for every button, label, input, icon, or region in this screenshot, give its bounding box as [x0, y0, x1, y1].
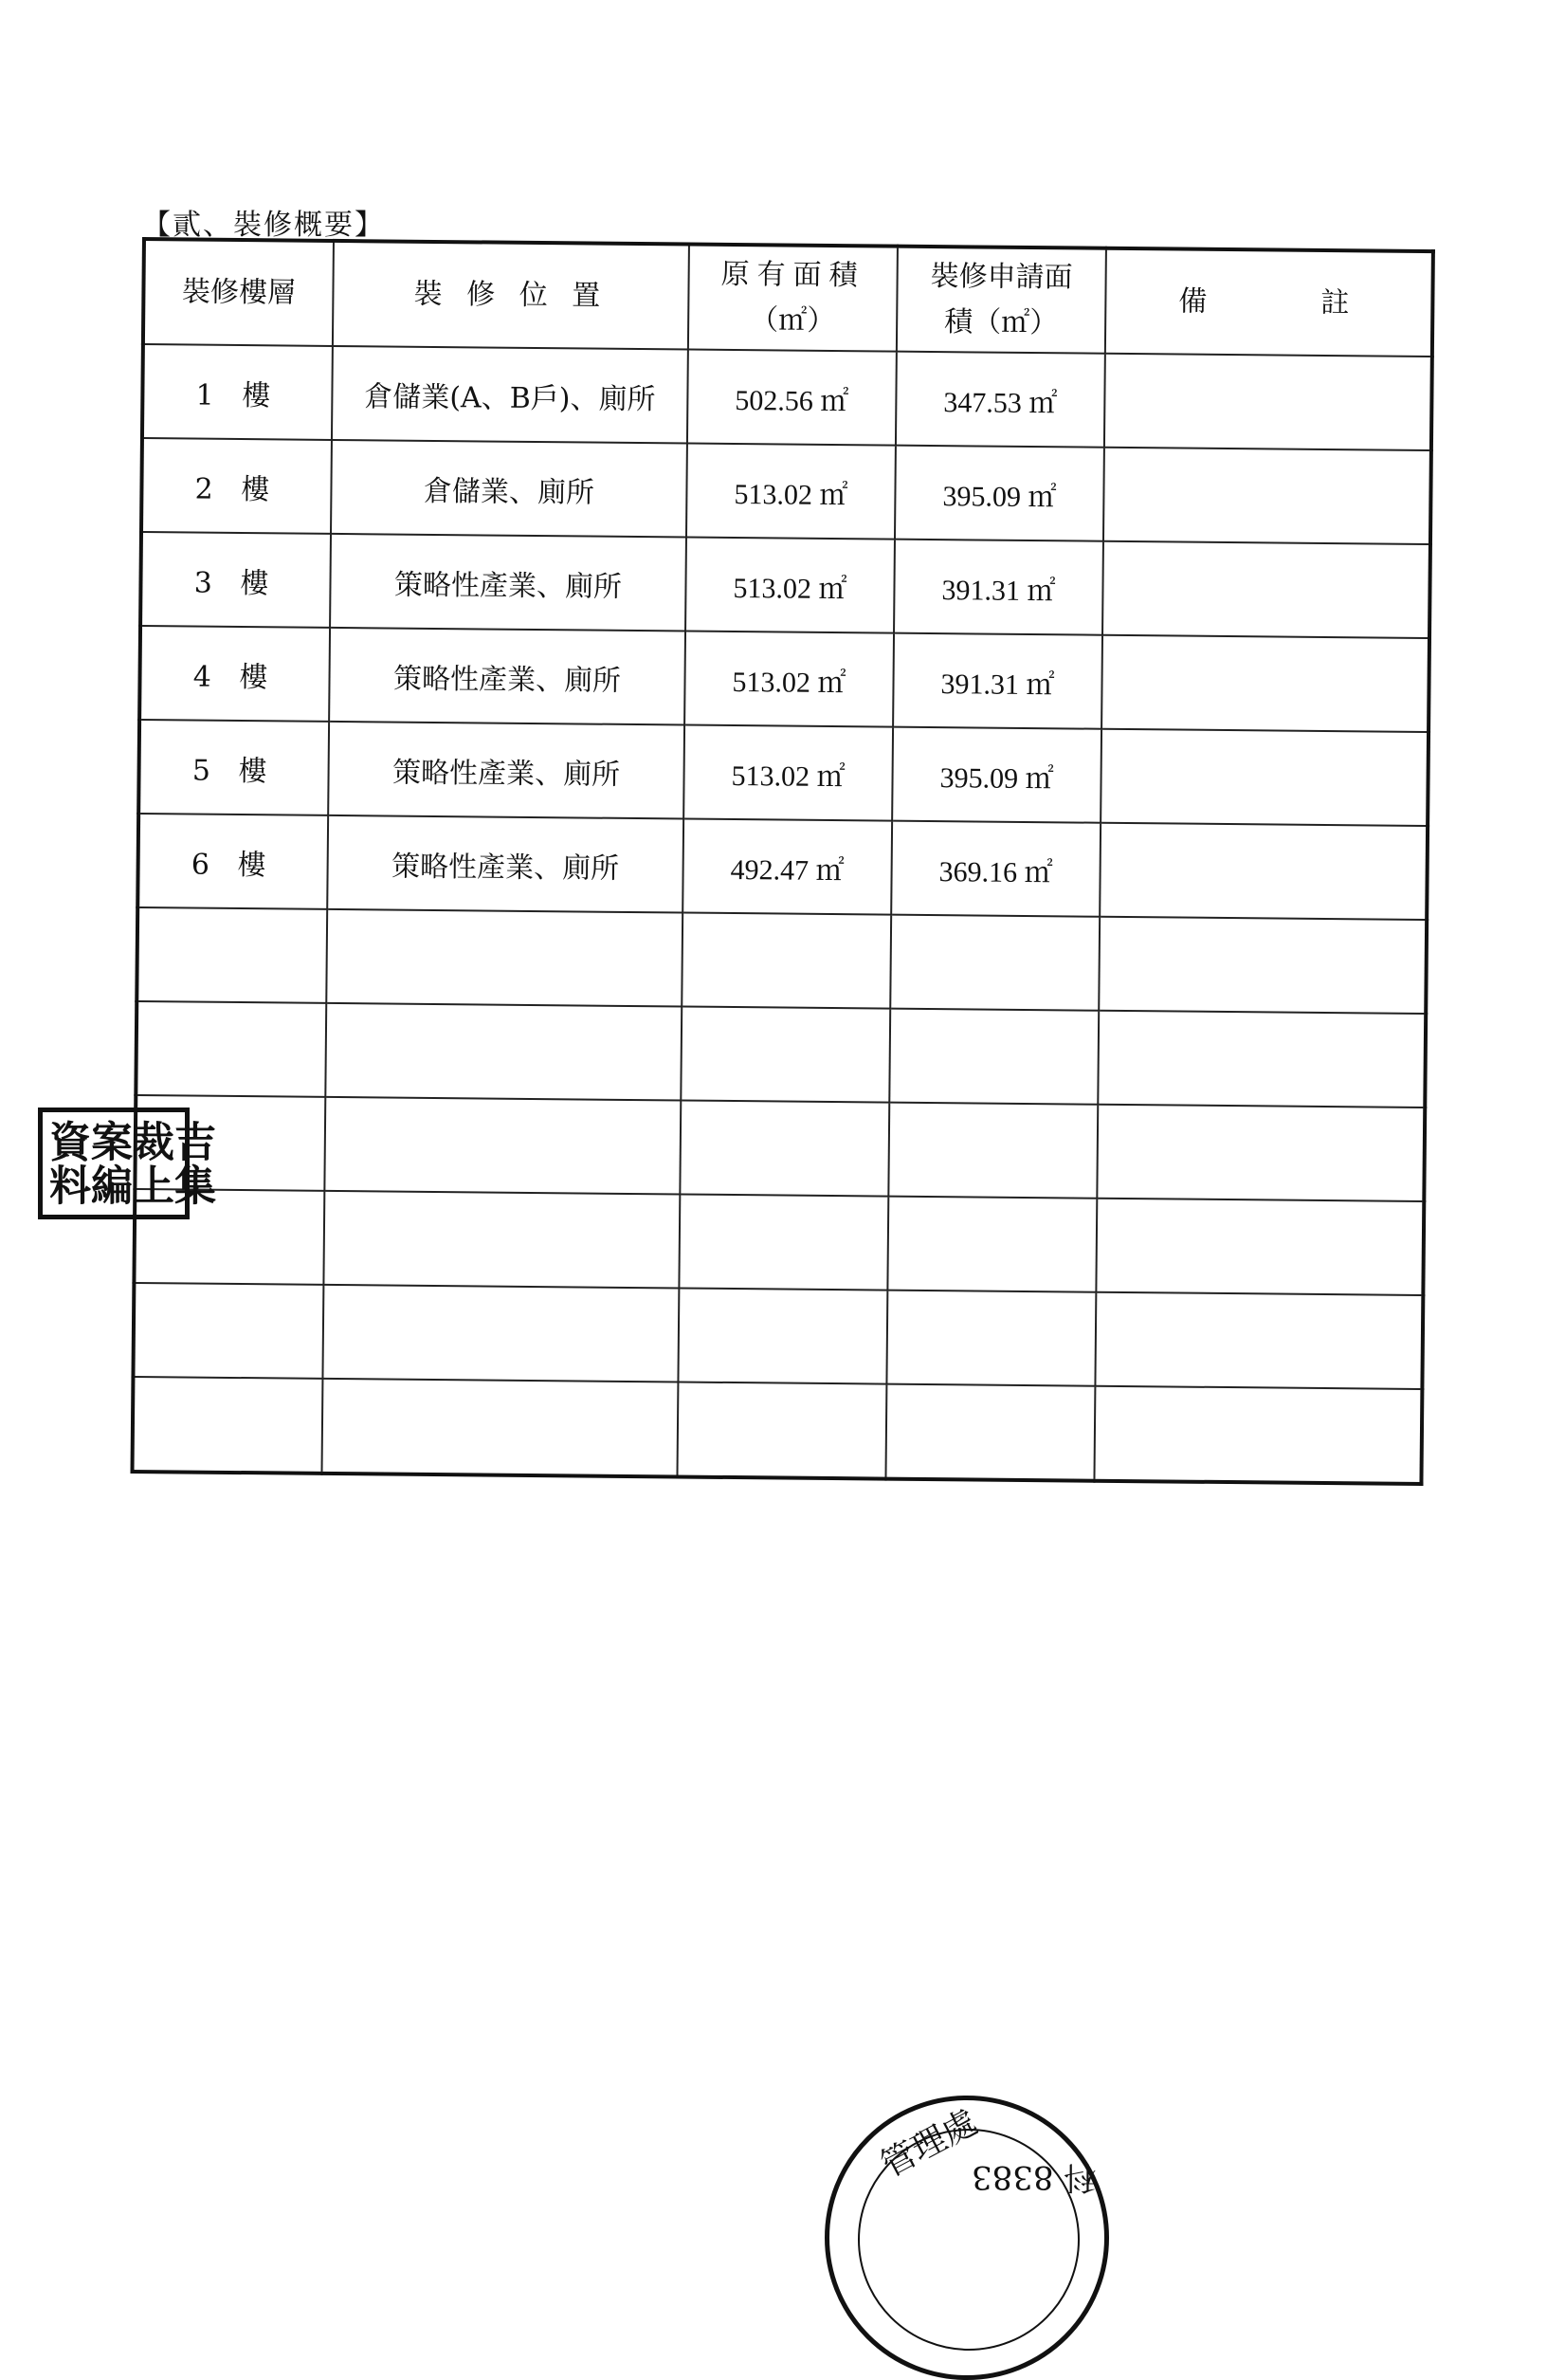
cell-location: 倉儲業、廁所	[331, 440, 687, 538]
header-applied-area	[897, 247, 1106, 354]
cell-applied-area: 347.53 ㎡	[896, 352, 1105, 448]
cell-floor: 2 樓	[141, 438, 332, 534]
cell-original-area: 513.02 ㎡	[685, 538, 895, 633]
cell-applied-area	[889, 1009, 1099, 1105]
cell-floor	[136, 907, 327, 1003]
cell-remarks	[1101, 635, 1429, 732]
cell-remarks	[1102, 541, 1430, 638]
table-row	[141, 438, 1431, 544]
table-row	[135, 1095, 1425, 1201]
seal-column: 裁上	[125, 1120, 173, 1207]
seal-column: 吉集	[167, 1120, 215, 1207]
cell-applied-area: 369.16 ㎡	[891, 821, 1101, 917]
table-row	[133, 1283, 1423, 1389]
cell-applied-area: 391.31 ㎡	[894, 540, 1103, 635]
cell-location: 策略性產業、廁所	[328, 722, 684, 819]
cell-location: 策略性產業、廁所	[330, 534, 686, 632]
cell-remarks	[1103, 448, 1431, 544]
cell-original-area: 492.47 ㎡	[682, 819, 892, 915]
cell-remarks	[1104, 354, 1432, 450]
cell-original-area	[678, 1288, 887, 1383]
cell-location	[325, 1003, 682, 1101]
cell-location: 倉儲業(A、B戶)、廁所	[332, 346, 688, 444]
cell-floor: 1 樓	[142, 344, 333, 440]
section-title: 【貳、裝修概要】	[142, 209, 385, 242]
table-row	[136, 1001, 1426, 1108]
table-row	[138, 720, 1429, 826]
table-row	[136, 907, 1427, 1014]
header-remarks-char1: 備	[1178, 284, 1208, 319]
cell-original-area	[677, 1382, 886, 1478]
cell-remarks	[1099, 917, 1427, 1014]
cell-remarks	[1095, 1292, 1423, 1389]
cell-applied-area	[885, 1384, 1095, 1481]
table-body	[133, 344, 1432, 1484]
header-applied-area-line2: 積（㎡）	[944, 305, 1059, 340]
renovation-summary-table	[125, 237, 1434, 1486]
cell-location	[324, 1097, 681, 1195]
cell-original-area: 513.02 ㎡	[684, 632, 894, 727]
table-row	[134, 1189, 1424, 1295]
header-remarks	[1105, 248, 1433, 357]
header-location: 裝 修 位 置	[333, 241, 689, 350]
seal-column: 資料	[42, 1120, 90, 1207]
cell-applied-area: 391.31 ㎡	[893, 633, 1102, 729]
cell-remarks	[1097, 1105, 1425, 1201]
header-remarks-char2: 註	[1320, 285, 1350, 320]
cell-original-area	[680, 1100, 889, 1196]
cell-location: 策略性產業、廁所	[327, 815, 683, 913]
cell-floor: 6 樓	[137, 814, 328, 909]
seal-stamp-left	[38, 1108, 215, 1219]
cell-applied-area	[888, 1103, 1098, 1199]
cell-original-area	[679, 1194, 888, 1290]
cell-floor: 3 樓	[140, 532, 331, 628]
cell-original-area: 502.56 ㎡	[687, 350, 897, 446]
cell-applied-area: 395.09 ㎡	[895, 446, 1104, 541]
round-stamp-bottom	[825, 2096, 1109, 2380]
cell-location	[322, 1285, 679, 1382]
cell-remarks	[1096, 1199, 1424, 1295]
table-row	[139, 626, 1429, 732]
round-stamp-text: 科 8383	[972, 2158, 1097, 2196]
cell-location	[326, 909, 682, 1007]
header-original-area-line2: （㎡）	[750, 303, 836, 339]
cell-original-area: 513.02 ㎡	[686, 444, 896, 540]
cell-floor: 5 樓	[138, 720, 329, 815]
table-row	[142, 344, 1432, 450]
cell-floor	[133, 1377, 323, 1474]
cell-location	[323, 1191, 680, 1289]
cell-location: 策略性產業、廁所	[329, 628, 685, 725]
cell-applied-area	[890, 915, 1100, 1011]
renovation-summary-table-wrapper	[125, 237, 1430, 1486]
cell-original-area	[682, 913, 891, 1009]
header-applied-area-line1: 裝修申請面	[930, 259, 1073, 295]
cell-floor: 4 樓	[139, 626, 330, 722]
header-original-area-line1: 原有面積	[720, 257, 865, 293]
cell-applied-area	[886, 1291, 1096, 1386]
table-row	[133, 1377, 1423, 1484]
cell-floor	[133, 1283, 323, 1379]
cell-remarks	[1100, 823, 1428, 920]
table-row	[137, 814, 1428, 920]
cell-remarks	[1094, 1386, 1422, 1484]
table-row	[140, 532, 1430, 638]
cell-applied-area: 395.09 ㎡	[892, 727, 1101, 823]
cell-applied-area	[887, 1197, 1097, 1292]
round-stamp-text: 管理處	[875, 2102, 984, 2186]
header-original-area	[688, 245, 898, 352]
header-floor: 裝修樓層	[143, 239, 334, 346]
cell-original-area: 513.02 ㎡	[683, 725, 893, 821]
cell-remarks	[1098, 1011, 1426, 1108]
cell-location	[321, 1379, 678, 1477]
seal-column: 案編	[83, 1120, 132, 1207]
table-header-row	[143, 239, 1433, 357]
cell-original-area	[681, 1007, 890, 1103]
cell-floor	[136, 1001, 326, 1097]
cell-remarks	[1101, 729, 1429, 826]
